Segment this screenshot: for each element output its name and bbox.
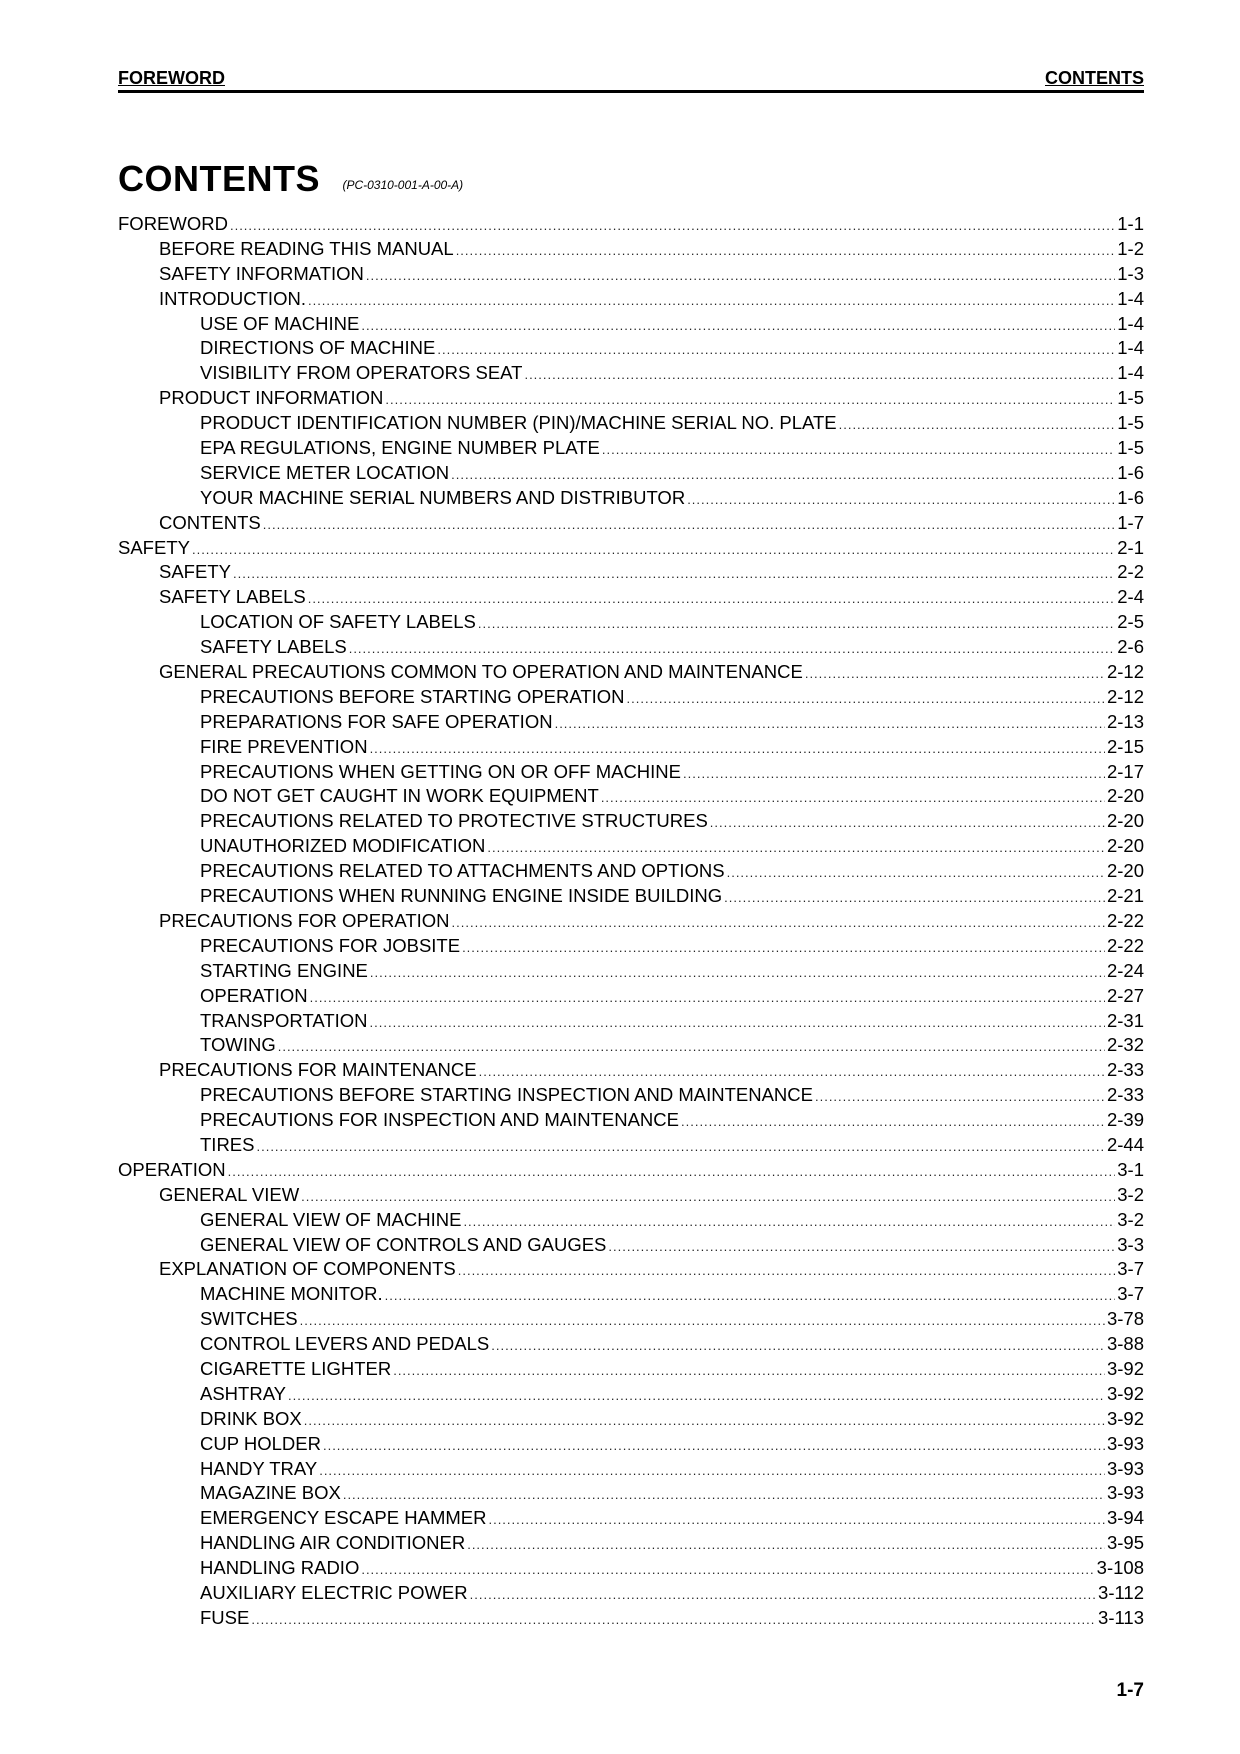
- toc-entry[interactable]: [118, 959, 1144, 984]
- toc-entry-page: 3-7: [1117, 1258, 1144, 1280]
- toc-entry[interactable]: [118, 685, 1144, 710]
- toc-entry-page: 1-3: [1117, 262, 1144, 284]
- toc-dot-leader: [288, 1384, 1105, 1407]
- page-number: 1-7: [1116, 1680, 1144, 1701]
- toc-entry-title: SAFETY INFORMATION: [159, 262, 364, 284]
- toc-entry-page: 3-92: [1106, 1382, 1144, 1404]
- toc-entry[interactable]: [118, 1108, 1144, 1133]
- toc-entry[interactable]: [118, 1282, 1144, 1307]
- toc-entry[interactable]: [118, 361, 1144, 386]
- toc-dot-leader: [278, 1035, 1105, 1058]
- toc-entry-title: PRODUCT IDENTIFICATION NUMBER (PIN)/MACHINE SERIAL NO. PLATE: [200, 412, 837, 434]
- toc-entry-title: SWITCHES: [200, 1308, 298, 1330]
- toc-dot-leader: [478, 612, 1115, 635]
- toc-entry[interactable]: [118, 212, 1144, 237]
- toc-entry-title: PRECAUTIONS BEFORE STARTING INSPECTION AND MAINTENANCE: [200, 1084, 813, 1106]
- toc-entry-title: GENERAL VIEW OF CONTROLS AND GAUGES: [200, 1233, 607, 1255]
- toc-entry[interactable]: [118, 610, 1144, 635]
- toc-entry-title: AUXILIARY ELECTRIC POWER: [200, 1581, 468, 1603]
- toc-entry-page: 3-93: [1106, 1482, 1144, 1504]
- toc-dot-leader: [458, 1259, 1116, 1282]
- toc-entry-title: PREPARATIONS FOR SAFE OPERATION: [200, 710, 553, 732]
- toc-entry-page: 1-4: [1117, 362, 1144, 384]
- toc-entry[interactable]: [118, 287, 1144, 312]
- toc-dot-leader: [491, 1334, 1105, 1357]
- toc-entry-page: 3-2: [1117, 1208, 1144, 1230]
- toc-dot-leader: [839, 413, 1116, 436]
- toc-entry-title: FUSE: [200, 1606, 250, 1628]
- toc-entry-title: MAGAZINE BOX: [200, 1482, 341, 1504]
- toc-dot-leader: [393, 1359, 1105, 1382]
- toc-dot-leader: [323, 1434, 1105, 1457]
- toc-entry-page: 1-5: [1117, 437, 1144, 459]
- toc-entry-page: 2-39: [1106, 1109, 1144, 1131]
- toc-entry[interactable]: [118, 1382, 1144, 1407]
- toc-entry-page: 1-5: [1117, 387, 1144, 409]
- toc-entry[interactable]: [118, 784, 1144, 809]
- toc-entry[interactable]: [118, 1357, 1144, 1382]
- toc-dot-leader: [805, 662, 1105, 685]
- toc-entry-page: 1-7: [1117, 511, 1144, 533]
- toc-entry[interactable]: [118, 436, 1144, 461]
- toc-entry-page: 2-1: [1117, 536, 1144, 558]
- toc-entry[interactable]: [118, 536, 1144, 561]
- toc-entry-title: ASHTRAY: [200, 1382, 287, 1404]
- toc-entry-title: LOCATION OF SAFETY LABELS: [200, 611, 476, 633]
- toc-entry-title: PRODUCT INFORMATION: [159, 387, 384, 409]
- toc-dot-leader: [452, 911, 1105, 934]
- toc-entry-title: SAFETY LABELS: [200, 636, 347, 658]
- toc-entry-title: PRECAUTIONS FOR INSPECTION AND MAINTENANCE: [200, 1109, 679, 1131]
- toc-dot-leader: [308, 587, 1116, 610]
- toc-entry-title: UNAUTHORIZED MODIFICATION: [200, 835, 486, 857]
- toc-entry-title: MACHINE MONITOR.: [200, 1283, 383, 1305]
- toc-entry-page: 1-6: [1117, 461, 1144, 483]
- toc-entry-title: DIRECTIONS OF MACHINE: [200, 337, 436, 359]
- toc-entry[interactable]: [118, 834, 1144, 859]
- toc-entry-page: 2-2: [1117, 561, 1144, 583]
- toc-entry[interactable]: [118, 585, 1144, 610]
- toc-entry-page: 2-5: [1117, 611, 1144, 633]
- toc-entry-page: 2-17: [1106, 760, 1144, 782]
- toc-entry-title: PRECAUTIONS FOR JOBSITE: [200, 934, 461, 956]
- toc-dot-leader: [370, 1011, 1105, 1034]
- toc-entry[interactable]: [118, 1581, 1144, 1606]
- toc-entry-title: PRECAUTIONS FOR MAINTENANCE: [159, 1059, 477, 1081]
- toc-entry[interactable]: [118, 386, 1144, 411]
- toc-dot-leader: [601, 786, 1105, 809]
- toc-dot-leader: [251, 1608, 1096, 1631]
- toc-entry-page: 3-108: [1096, 1557, 1144, 1579]
- toc-dot-leader: [462, 936, 1105, 959]
- toc-entry[interactable]: [118, 635, 1144, 660]
- toc-entry[interactable]: [118, 1033, 1144, 1058]
- toc-entry-page: 1-6: [1117, 486, 1144, 508]
- toc-entry-title: YOUR MACHINE SERIAL NUMBERS AND DISTRIBUTOR: [200, 486, 686, 508]
- toc-entry-title: SAFETY: [159, 561, 231, 583]
- toc-dot-leader: [319, 1459, 1105, 1482]
- toc-entry[interactable]: [118, 859, 1144, 884]
- toc-entry[interactable]: [118, 237, 1144, 262]
- toc-entry-page: 2-21: [1106, 885, 1144, 907]
- toc-entry[interactable]: [118, 1506, 1144, 1531]
- toc-dot-leader: [470, 1583, 1096, 1606]
- toc-entry-title: PRECAUTIONS WHEN GETTING ON OR OFF MACHINE: [200, 760, 682, 782]
- toc-entry[interactable]: [118, 1158, 1144, 1183]
- toc-dot-leader: [524, 363, 1115, 386]
- title-row: [118, 158, 463, 200]
- toc-entry[interactable]: [118, 560, 1144, 585]
- toc-dot-leader: [385, 388, 1115, 411]
- toc-entry[interactable]: [118, 336, 1144, 361]
- toc-dot-leader: [602, 438, 1115, 461]
- toc-entry-page: 2-22: [1106, 934, 1144, 956]
- toc-entry-page: 2-22: [1106, 909, 1144, 931]
- toc-entry-title: GENERAL VIEW OF MACHINE: [200, 1208, 462, 1230]
- toc-dot-leader: [361, 1558, 1094, 1581]
- toc-dot-leader: [349, 637, 1116, 660]
- toc-entry-title: GENERAL PRECAUTIONS COMMON TO OPERATION AND MAINTENANCE: [159, 661, 803, 683]
- toc-entry-page: 1-4: [1117, 337, 1144, 359]
- toc-entry-page: 1-4: [1117, 312, 1144, 334]
- toc-entry-title: FOREWORD: [118, 213, 228, 234]
- toc-entry-page: 3-2: [1117, 1183, 1144, 1205]
- toc-entry-page: 1-5: [1117, 412, 1144, 434]
- toc-entry[interactable]: [118, 1133, 1144, 1158]
- toc-entry[interactable]: [118, 1556, 1144, 1581]
- toc-dot-leader: [437, 338, 1115, 361]
- toc-entry[interactable]: [118, 1407, 1144, 1432]
- toc-dot-leader: [230, 214, 1115, 237]
- toc-dot-leader: [385, 1284, 1116, 1307]
- toc-entry-page: 3-88: [1106, 1333, 1144, 1355]
- toc-entry-title: PRECAUTIONS RELATED TO ATTACHMENTS AND OPTIONS: [200, 860, 725, 882]
- toc-dot-leader: [727, 861, 1105, 884]
- toc-entry-page: 2-32: [1106, 1034, 1144, 1056]
- toc-dot-leader: [463, 1210, 1115, 1233]
- toc-entry[interactable]: [118, 1531, 1144, 1556]
- toc-dot-leader: [370, 737, 1105, 760]
- toc-dot-leader: [724, 886, 1105, 909]
- toc-dot-leader: [451, 463, 1115, 486]
- toc-dot-leader: [479, 1060, 1105, 1083]
- toc-entry-page: 3-94: [1106, 1507, 1144, 1529]
- toc-entry[interactable]: [118, 1233, 1144, 1258]
- toc-entry-page: 1-1: [1117, 213, 1144, 234]
- toc-entry-title: HANDY TRAY: [200, 1457, 318, 1479]
- toc-entry-page: 2-12: [1106, 661, 1144, 683]
- toc-dot-leader: [300, 1309, 1105, 1332]
- toc-entry-page: 3-78: [1106, 1308, 1144, 1330]
- toc-dot-leader: [361, 314, 1115, 337]
- toc-entry-page: 2-44: [1106, 1133, 1144, 1155]
- toc-entry-title: TRANSPORTATION: [200, 1009, 368, 1031]
- toc-entry-page: 2-20: [1106, 810, 1144, 832]
- toc-dot-leader: [304, 1409, 1105, 1432]
- toc-entry-page: 2-13: [1106, 710, 1144, 732]
- toc-entry-title: VISIBILITY FROM OPERATORS SEAT: [200, 362, 523, 384]
- toc-entry-page: 2-33: [1106, 1059, 1144, 1081]
- toc-entry-title: CIGARETTE LIGHTER: [200, 1357, 392, 1379]
- toc-entry-page: 3-92: [1106, 1407, 1144, 1429]
- toc-entry-title: PRECAUTIONS BEFORE STARTING OPERATION: [200, 685, 625, 707]
- toc-entry[interactable]: [118, 660, 1144, 685]
- toc-entry[interactable]: [118, 1257, 1144, 1282]
- toc-entry[interactable]: [118, 1307, 1144, 1332]
- toc-dot-leader: [343, 1483, 1105, 1506]
- document-code: (PC-0310-001-A-00-A): [342, 178, 464, 192]
- table-of-contents: [118, 212, 1144, 1631]
- toc-entry[interactable]: [118, 411, 1144, 436]
- toc-entry-title: SERVICE METER LOCATION: [200, 461, 450, 483]
- toc-entry[interactable]: [118, 312, 1144, 337]
- toc-entry-page: 2-24: [1106, 959, 1144, 981]
- toc-dot-leader: [366, 264, 1115, 287]
- toc-entry-page: 3-3: [1117, 1233, 1144, 1255]
- toc-dot-leader: [627, 687, 1105, 710]
- toc-entry-page: 3-92: [1106, 1357, 1144, 1379]
- toc-entry[interactable]: [118, 710, 1144, 735]
- toc-entry-title: INTRODUCTION.: [159, 287, 306, 309]
- toc-entry[interactable]: [118, 461, 1144, 486]
- toc-entry-page: 2-12: [1106, 685, 1144, 707]
- toc-dot-leader: [456, 239, 1116, 262]
- toc-entry-page: 2-31: [1106, 1009, 1144, 1031]
- toc-entry-title: USE OF MACHINE: [200, 312, 360, 334]
- toc-dot-leader: [608, 1235, 1115, 1258]
- toc-entry-title: HANDLING RADIO: [200, 1557, 360, 1579]
- toc-entry[interactable]: [118, 735, 1144, 760]
- toc-entry-page: 3-95: [1106, 1532, 1144, 1554]
- toc-entry-title: SAFETY LABELS: [159, 586, 306, 608]
- toc-dot-leader: [263, 513, 1116, 536]
- toc-entry[interactable]: [118, 1332, 1144, 1357]
- toc-entry-title: CUP HOLDER: [200, 1432, 321, 1454]
- toc-entry[interactable]: [118, 1481, 1144, 1506]
- toc-entry-title: CONTROL LEVERS AND PEDALS: [200, 1333, 490, 1355]
- toc-entry-page: 1-2: [1117, 237, 1144, 259]
- toc-dot-leader: [815, 1085, 1105, 1108]
- toc-entry[interactable]: [118, 760, 1144, 785]
- toc-entry-page: 2-20: [1106, 860, 1144, 882]
- toc-dot-leader: [228, 1160, 1116, 1183]
- toc-entry-page: 3-113: [1098, 1606, 1144, 1628]
- toc-entry[interactable]: [118, 486, 1144, 511]
- toc-entry-title: PRECAUTIONS RELATED TO PROTECTIVE STRUCTURES: [200, 810, 708, 832]
- toc-entry-title: EMERGENCY ESCAPE HAMMER: [200, 1507, 487, 1529]
- toc-entry[interactable]: [118, 934, 1144, 959]
- toc-entry-page: 3-93: [1106, 1457, 1144, 1479]
- page-title: CONTENTS: [118, 158, 320, 199]
- toc-entry-title: BEFORE READING THIS MANUAL: [159, 237, 454, 259]
- toc-entry-title: SAFETY: [118, 536, 190, 558]
- toc-entry-page: 2-33: [1106, 1084, 1144, 1106]
- toc-entry[interactable]: [118, 809, 1144, 834]
- toc-entry[interactable]: [118, 262, 1144, 287]
- toc-dot-leader: [192, 538, 1115, 561]
- toc-entry-title: HANDLING AIR CONDITIONER: [200, 1532, 466, 1554]
- toc-entry[interactable]: [118, 1457, 1144, 1482]
- toc-entry[interactable]: [118, 1432, 1144, 1457]
- toc-entry-page: 2-20: [1106, 785, 1144, 807]
- toc-dot-leader: [488, 1508, 1105, 1531]
- toc-dot-leader: [308, 289, 1115, 312]
- toc-dot-leader: [555, 712, 1105, 735]
- toc-entry[interactable]: [118, 984, 1144, 1009]
- toc-dot-leader: [683, 762, 1105, 785]
- toc-entry-title: OPERATION: [118, 1158, 226, 1180]
- toc-entry-title: FIRE PREVENTION: [200, 735, 368, 757]
- toc-entry-title: PRECAUTIONS WHEN RUNNING ENGINE INSIDE BUILDING: [200, 885, 723, 907]
- toc-dot-leader: [687, 488, 1115, 511]
- toc-entry-title: EXPLANATION OF COMPONENTS: [159, 1258, 456, 1280]
- toc-entry[interactable]: [118, 1083, 1144, 1108]
- header-chapter-name: CONTENTS: [1045, 68, 1144, 88]
- toc-entry[interactable]: [118, 1606, 1144, 1631]
- toc-entry-title: TIRES: [200, 1133, 255, 1155]
- toc-entry-title: GENERAL VIEW: [159, 1183, 300, 1205]
- toc-entry-page: 2-6: [1117, 636, 1144, 658]
- toc-dot-leader: [467, 1533, 1105, 1556]
- toc-dot-leader: [370, 961, 1105, 984]
- header-section-name: FOREWORD: [118, 68, 225, 88]
- toc-entry-title: OPERATION: [200, 984, 308, 1006]
- toc-entry-page: 3-93: [1106, 1432, 1144, 1454]
- toc-entry[interactable]: [118, 1058, 1144, 1083]
- toc-entry[interactable]: [118, 1183, 1144, 1208]
- toc-entry-page: 1-4: [1117, 287, 1144, 309]
- toc-entry[interactable]: [118, 909, 1144, 934]
- toc-entry-page: 3-1: [1117, 1158, 1144, 1180]
- toc-entry[interactable]: [118, 1208, 1144, 1233]
- toc-entry-title: DO NOT GET CAUGHT IN WORK EQUIPMENT: [200, 785, 599, 807]
- toc-dot-leader: [310, 986, 1105, 1009]
- toc-entry[interactable]: [118, 511, 1144, 536]
- toc-entry-page: 2-20: [1106, 835, 1144, 857]
- toc-entry-page: 2-4: [1117, 586, 1144, 608]
- toc-dot-leader: [256, 1135, 1104, 1158]
- toc-entry-page: 3-112: [1098, 1581, 1144, 1603]
- toc-entry-title: PRECAUTIONS FOR OPERATION: [159, 909, 450, 931]
- toc-dot-leader: [710, 811, 1105, 834]
- toc-entry-title: STARTING ENGINE: [200, 959, 368, 981]
- toc-entry-title: EPA REGULATIONS, ENGINE NUMBER PLATE: [200, 437, 600, 459]
- toc-dot-leader: [233, 562, 1115, 585]
- page-header: [118, 66, 1144, 93]
- toc-entry-page: 3-7: [1117, 1283, 1144, 1305]
- toc-entry-title: DRINK BOX: [200, 1407, 302, 1429]
- toc-dot-leader: [487, 836, 1105, 859]
- toc-entry-page: 2-27: [1106, 984, 1144, 1006]
- toc-entry[interactable]: [118, 1009, 1144, 1034]
- toc-entry-title: CONTENTS: [159, 511, 261, 533]
- toc-entry-title: TOWING: [200, 1034, 276, 1056]
- toc-dot-leader: [301, 1185, 1115, 1208]
- toc-dot-leader: [681, 1110, 1105, 1133]
- toc-entry-page: 2-15: [1106, 735, 1144, 757]
- toc-entry[interactable]: [118, 884, 1144, 909]
